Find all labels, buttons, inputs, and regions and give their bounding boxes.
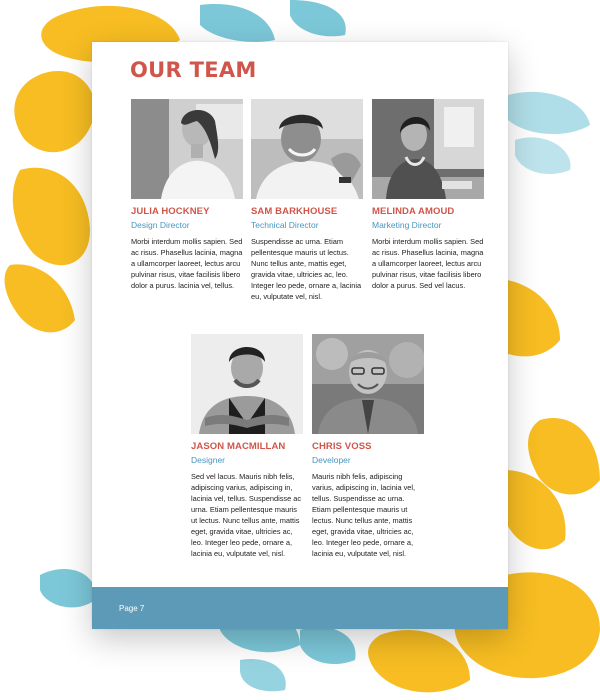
member-role: Designer — [191, 455, 226, 465]
page-number: Page 7 — [119, 604, 145, 613]
team-member-card — [191, 334, 303, 559]
member-bio: Sed vel lacus. Mauris nibh felis, adipiscing varius, adipiscing in, lacinia vel, tellus. Suspendisse ac urna. Etiam pellentesque mauris ut lectus. Nunc tellus ante, mattis eget, gravida vitae, ultricies ac, leo. Integer leo pede, ornare a, lacinia eu, vulputate vel, nisl. — [191, 472, 302, 558]
member-bio: Mauris nibh felis, adipiscing varius, adipiscing in, lacinia vel, tellus. Suspendisse ac urna. Etiam pellentesque mauris ut lectus. Nunc tellus ante, mattis eget, gravida vitae, ultricies ac, leo. Integer leo pede, ornare a, lacinia eu, vulputate vel, nisl. — [312, 472, 416, 558]
portrait-photo — [191, 334, 303, 434]
team-member-card — [131, 99, 243, 291]
portrait-photo — [251, 99, 363, 199]
team-member-card — [251, 99, 363, 302]
member-bio: Suspendisse ac urna. Etiam pellentesque mauris ut lectus. Nunc tellus ante, mattis eget, gravida vitae, ultricies ac, leo. Integer leo pede, ornare a, lacinia eu, vulputate vel, nisl. — [251, 237, 362, 301]
team-member-card — [372, 99, 484, 291]
member-role: Technical Director — [251, 220, 319, 230]
team-member-card — [312, 334, 424, 559]
member-name: SAM BARKHOUSE — [251, 206, 338, 217]
member-bio: Morbi interdum mollis sapien. Sed ac risus. Phasellus lacinia, magna a ullamcorper laoreet, lectus arcu pulvinar risus, vitae facilisis libero dolor a purus. lacinia vel, tellus. — [131, 237, 243, 290]
member-name: MELINDA AMOUD — [372, 206, 455, 217]
team-page — [92, 42, 508, 629]
member-role: Design Director — [131, 220, 190, 230]
portrait-photo — [312, 334, 424, 434]
member-role: Developer — [312, 455, 351, 465]
portrait-photo — [131, 99, 243, 199]
member-bio: Morbi interdum mollis sapien. Sed ac risus. Phasellus lacinia, magna a ullamcorper laoreet, lectus arcu pulvinar risus, vitae facilisis libero dolor a purus. Sed vel lacus. — [372, 237, 484, 290]
page-footer — [92, 587, 508, 629]
page-title: OUR TEAM — [130, 58, 257, 82]
portrait-photo — [372, 99, 484, 199]
member-name: JASON MACMILLAN — [191, 441, 286, 452]
member-name: JULIA HOCKNEY — [131, 206, 210, 217]
member-role: Marketing Director — [372, 220, 442, 230]
member-name: CHRIS VOSS — [312, 441, 372, 452]
